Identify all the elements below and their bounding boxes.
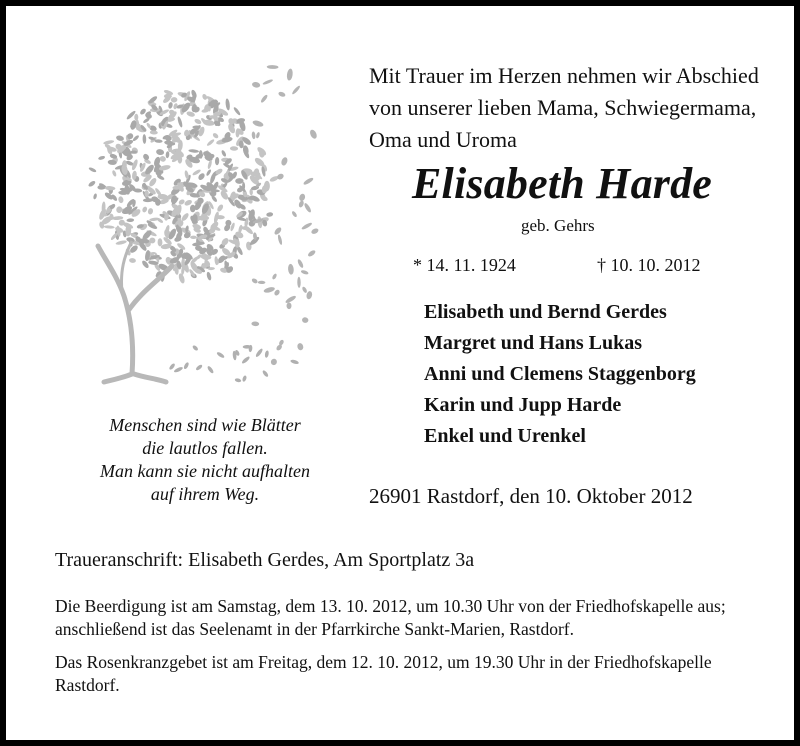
intro-line: von unserer lieben Mama, Schwiegermama, [369,95,757,120]
ground-leaf [255,348,264,358]
falling-leaf [263,286,275,294]
tree-leaf [158,238,163,246]
falling-leaf [309,129,318,140]
tree-leaf [142,153,150,162]
falling-leaf [302,317,309,323]
falling-leaf [252,81,261,88]
tree-leaf [93,193,98,200]
ground-leaf [216,351,225,359]
tree-leaf [198,215,209,220]
tree-leaf [98,155,106,160]
deceased-name: Elisabeth Harde [412,159,713,208]
tree-leaf [156,148,165,155]
falling-leaf [291,85,301,95]
tree-leaf [206,169,212,177]
falling-leaf [291,210,298,218]
falling-leaf [258,281,266,284]
falling-leaf [301,286,307,294]
ground-leaf [241,355,251,364]
tree-leaf [197,172,206,181]
falling-leaf [277,234,283,245]
tree-leaf [177,116,184,128]
tree-leaf [141,206,148,213]
windblown-tree-icon [62,56,322,386]
tree-leaf [111,170,117,177]
tree-leaf [225,98,230,110]
tree-leaf [103,139,114,145]
tree-leaf [235,178,243,184]
mourner-item: Anni und Clemens Staggenborg [424,363,696,385]
place-date: 26901 Rastdorf, den 10. Oktober 2012 [369,484,693,508]
falling-leaf [286,302,291,309]
falling-leaf [260,94,269,104]
death-date: † 10. 10. 2012 [597,255,701,275]
falling-leaf [251,321,259,326]
falling-leaf [303,202,312,213]
falling-leaf [278,91,286,98]
tree-leaf [216,203,224,212]
tree-leaf [206,271,212,281]
falling-leaf [285,295,297,305]
falling-leaf [271,273,277,280]
tree-leaf [126,218,134,222]
tree-leaf [118,196,124,204]
tree-leaf [194,118,202,125]
tree-leaf [116,206,123,214]
tree-leaf [171,97,178,103]
tree-leaf [129,258,136,264]
falling-leaf [280,156,288,166]
falling-leaf [251,131,255,139]
tree-leaf [147,208,153,215]
falling-leaf [262,79,273,86]
tree-leaf [144,112,152,120]
tree-leaf [112,216,123,221]
tree-leaf [88,167,97,173]
falling-leaf [252,119,264,128]
falling-leaf [296,342,304,351]
tree-leaf [215,157,220,165]
ground-leaf [290,359,299,365]
funeral-notice: Die Beerdigung ist am Samstag, dem 13. 10. 2012, um 10.30 Uhr von der Friedhofskapelle aus; anschließend ist das Seelenamt in der Pfarrkirche Sankt-Marien, Rastdorf. [55,596,726,639]
falling-leaf [276,173,285,181]
intro-line: Mit Trauer im Herzen nehmen wir Abschied [369,63,759,88]
mourner-item: Elisabeth und Bernd Gerdes [424,301,667,323]
falling-leaf [286,68,293,81]
rosary-notice: Das Rosenkranzgebet ist am Freitag, dem 12. 10. 2012, um 19.30 Uhr in der Friedhofskapelle Rastdorf. [55,652,712,695]
quote-line: Menschen sind wie Blätter [109,415,301,435]
intro-text [369,60,779,156]
ground-leaf [264,350,269,358]
falling-leaf [298,193,306,202]
falling-leaf [301,222,313,231]
quote-line: auf ihrem Weg. [150,484,260,504]
tree-leaf [190,236,197,239]
intro-line: Oma und Uroma [369,127,517,152]
mourner-item: Margret und Hans Lukas [424,332,643,354]
falling-leaf [298,200,305,208]
falling-leaf [288,264,295,275]
tree-leaf [233,106,242,116]
mourner-item: Enkel und Urenkel [424,425,586,447]
tree-leaf [115,135,124,142]
ground-leaf [168,363,176,371]
ground-leaf [183,362,190,370]
tree-leaf [149,217,160,221]
ground-leaf [173,366,183,373]
falling-leaf [297,259,305,269]
ground-leaf [234,378,241,383]
falling-leaf [311,227,320,234]
tree-leaf [97,184,106,189]
quote-line: die lautlos fallen. [142,438,268,458]
tree-leaf [188,149,199,153]
falling-leaf [273,226,282,236]
tree-leaf [221,150,227,158]
ground-leaf [195,364,203,371]
mourning-address: Traueranschrift: Elisabeth Gerdes, Am Sportplatz 3a [55,549,475,571]
falling-leaf [270,358,278,366]
ground-leaf [207,365,215,374]
falling-leaf [255,132,260,139]
tree-leaf [164,94,172,99]
ground-leaf [262,369,270,377]
mourners-list [424,297,696,452]
birth-date: * 14. 11. 1924 [413,255,516,275]
tree-leaf [178,198,186,205]
tree-leaf [178,156,183,164]
tree-leaf [159,155,167,162]
tree-leaf [165,151,169,158]
quote-line: Man kann sie nicht aufhalten [100,461,310,481]
tree-leaf [150,130,158,135]
tree-leaf [230,146,238,151]
tree-leaf [142,134,146,144]
tree-leaf [115,240,127,246]
mourner-item: Karin und Jupp Harde [424,394,622,416]
falling-leaf [307,249,316,257]
falling-leaf [303,177,315,186]
tree-leaf [207,160,213,170]
maiden-name: geb. Gehrs [521,216,595,235]
ground-leaf [192,345,199,352]
tree-leaf [168,102,174,109]
tree-leaf [88,180,97,188]
tree-leaf [104,225,115,229]
tree-leaf [212,132,219,139]
tree-leaf [105,186,116,191]
tree-leaf [266,212,273,217]
falling-leaf [297,277,301,288]
quote [80,414,330,506]
tree-leaf [206,138,215,146]
ground-leaf [242,375,247,382]
falling-leaf [267,65,279,69]
tree-leaf [141,259,150,269]
falling-leaf [251,277,258,284]
falling-leaf [273,289,280,297]
falling-leaf [300,269,309,275]
